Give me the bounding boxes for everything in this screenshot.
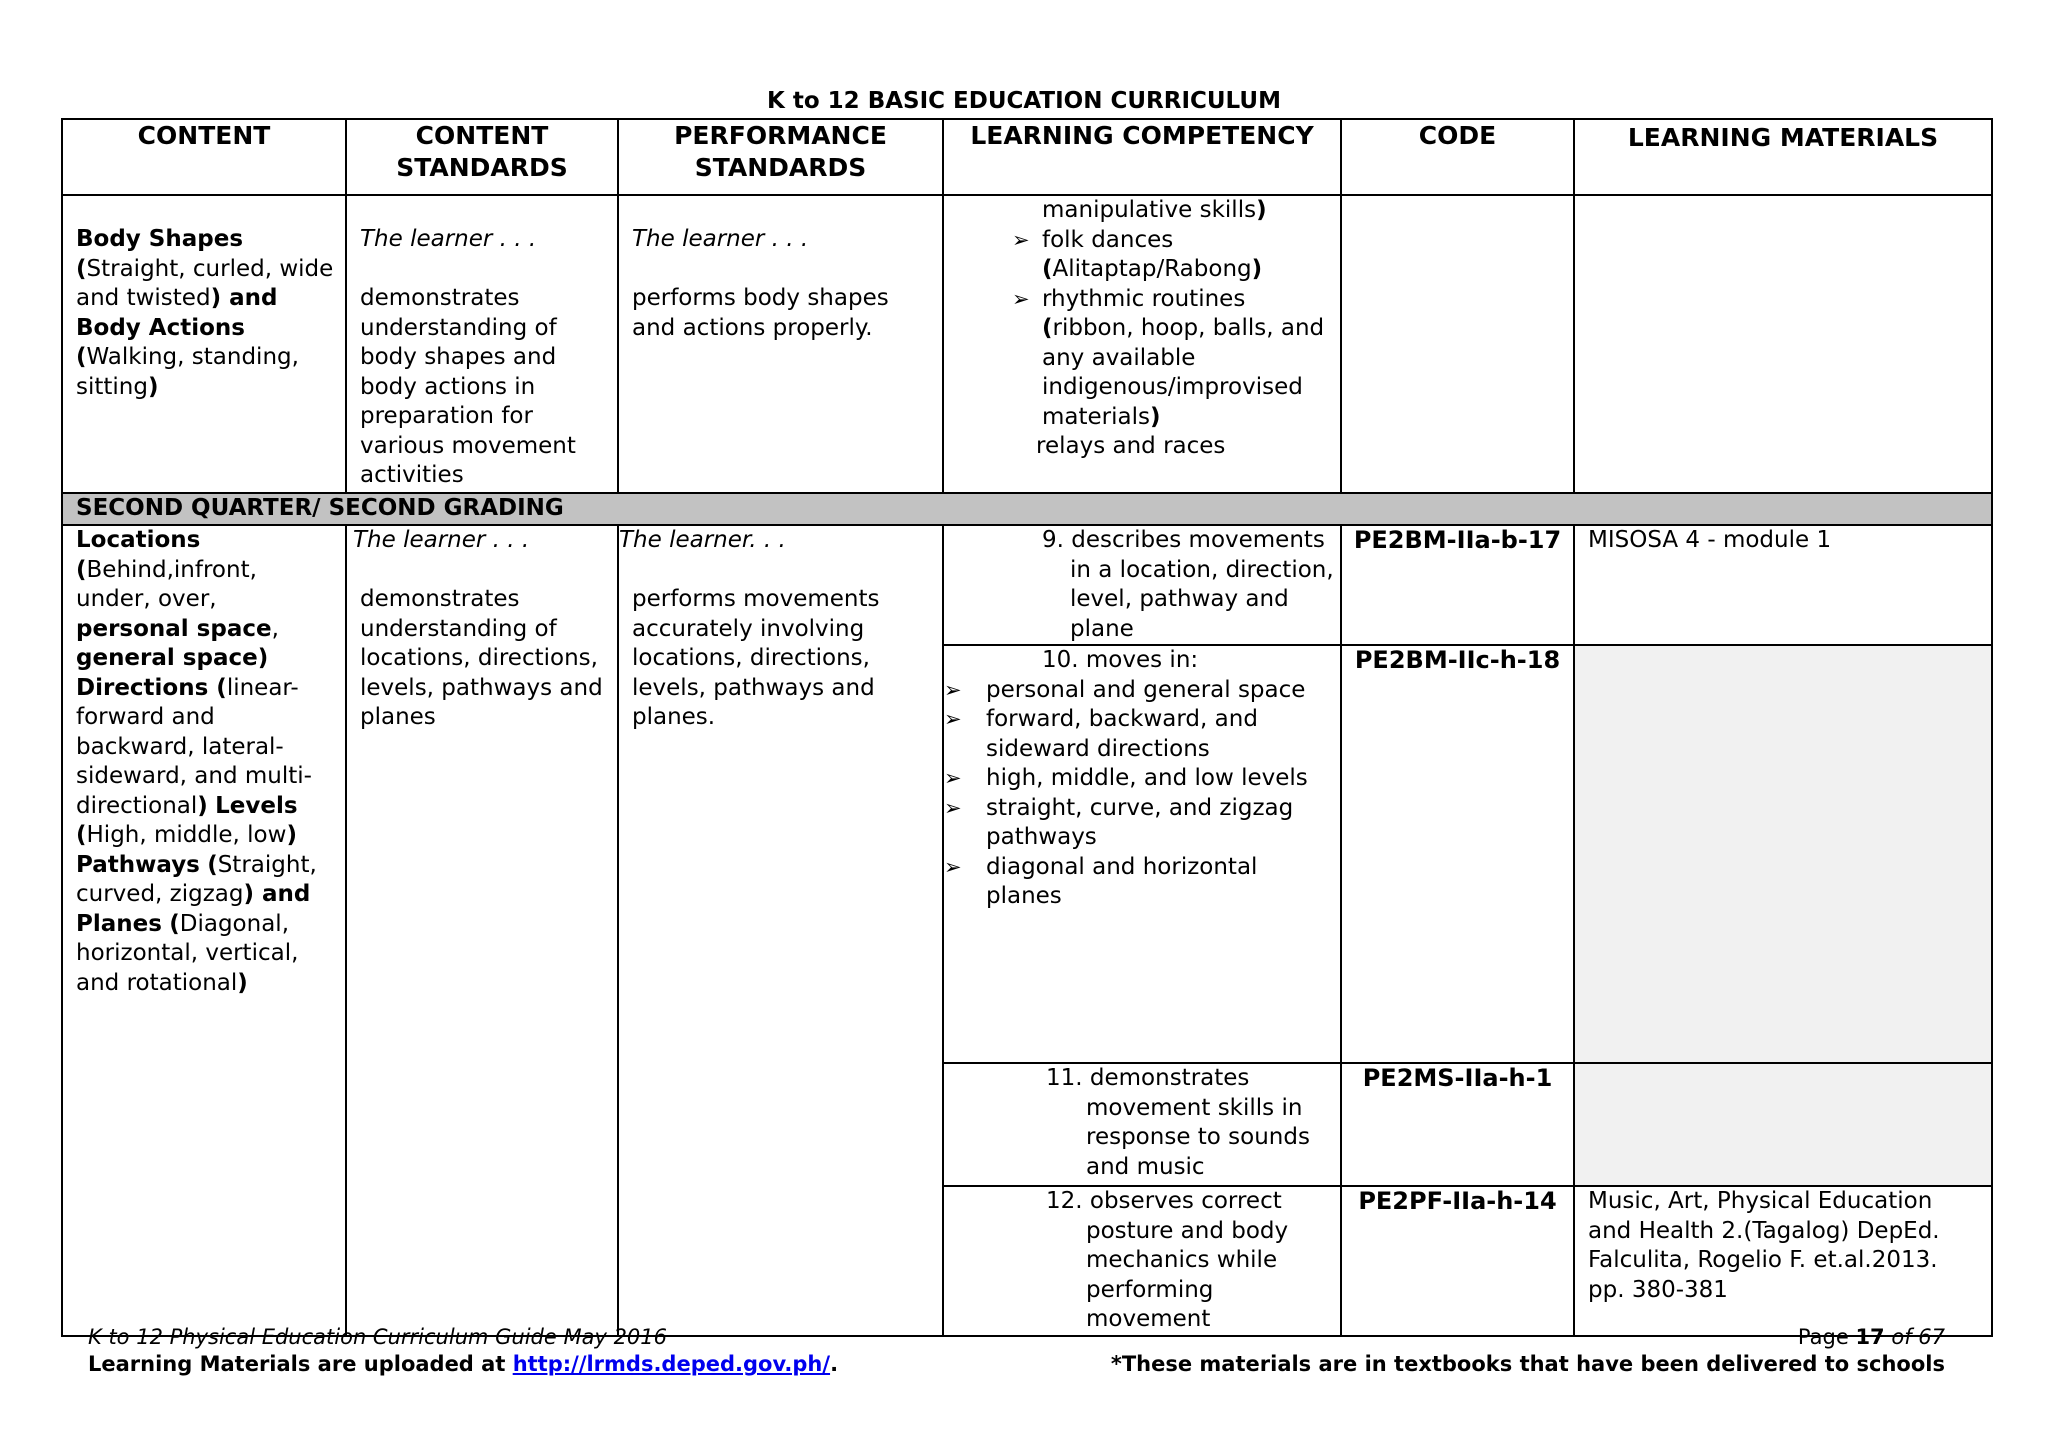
learning-materials-cell [1574, 1063, 1992, 1186]
textbook-note: *These materials are in textbooks that have been delivered to schools [1110, 1352, 1945, 1376]
code-cell [1341, 195, 1574, 493]
learning-competency-cell: 10. moves in: ➢ personal and general space ➢ forward, backward, and sideward directions ➢ high, middle, and low levels ➢ straight, curve, and zigzag pathways ➢ diagonal and horizontal planes [943, 645, 1341, 1063]
list-item: ➢ rhythmic routines (ribbon, hoop, balls, and any available indigenous/improvised materials) [1012, 285, 1325, 430]
list-item: ➢ straight, curve, and zigzag pathways [944, 794, 1294, 850]
performance-standards-cell: The learner . . . performs body shapes and actions properly. [618, 195, 943, 493]
code-cell: PE2PF-IIa-h-14 [1341, 1186, 1574, 1336]
table-row [62, 525, 1992, 645]
header-performance-standards: PERFORMANCE STANDARDS [618, 119, 943, 195]
learning-competency-cell: 9. describes movements in a location, direction, level, pathway and plane [943, 525, 1341, 645]
upload-note: Learning Materials are uploaded at http://lrmds.deped.gov.ph/. [88, 1352, 839, 1376]
table-row [62, 195, 1992, 493]
guide-title: K to 12 Physical Education Curriculum Guide May 2016 [88, 1325, 668, 1349]
lrmds-link[interactable]: http://lrmds.deped.gov.ph/ [512, 1352, 831, 1376]
performance-standards-cell: The learner. . . performs movements accurately involving locations, directions, levels, pathways and planes. [618, 525, 943, 1336]
list-item: ➢ forward, backward, and sideward directions [944, 706, 1258, 762]
learning-materials-cell [1574, 195, 1992, 493]
curriculum-table [61, 118, 1993, 1337]
header-learning-competency: LEARNING COMPETENCY [943, 119, 1341, 195]
learning-materials-cell [1574, 645, 1992, 1063]
header-code: CODE [1341, 119, 1574, 195]
arrow-bullet-icon: ➢ [944, 707, 962, 731]
list-item: ➢ personal and general space [944, 676, 1340, 706]
footer-right [1111, 1324, 1945, 1378]
arrow-bullet-icon: ➢ [944, 854, 962, 879]
code-cell: PE2MS-IIa-h-1 [1341, 1063, 1574, 1186]
arrow-bullet-icon: ➢ [944, 677, 962, 702]
quarter-label: SECOND QUARTER/ SECOND GRADING [62, 493, 1992, 525]
code-cell: PE2BM-IIa-b-17 [1341, 525, 1574, 645]
header-learning-materials: LEARNING MATERIALS [1574, 119, 1992, 195]
content-standards-cell: The learner . . . demonstrates understanding of body shapes and body actions in preparation for various movement activities [346, 195, 618, 493]
learning-competency-cell: 12. observes correct posture and body mechanics while performing movement [943, 1186, 1341, 1336]
learning-materials-cell: MISOSA 4 - module 1 [1574, 525, 1992, 645]
list-item: ➢ diagonal and horizontal planes [944, 853, 1258, 909]
learning-competency-cell: 11. demonstrates movement skills in response to sounds and music [943, 1063, 1341, 1186]
content-cell: Locations (Behind,infront, under, over, personal space, general space) Directions (linear-forward and backward, lateral- sideward, and multi-directional) Levels (High, middle, low) Pathways (Straight, curved, zigzag) and Planes (Diagonal, horizontal, vertical, and rotational) [62, 525, 346, 1336]
content-standards-cell: The learner . . . demonstrates understanding of locations, directions, levels, pathways and planes [346, 525, 618, 1336]
arrow-bullet-icon: ➢ [944, 766, 962, 790]
arrow-bullet-icon: ➢ [1012, 286, 1030, 311]
arrow-bullet-icon: ➢ [944, 795, 962, 820]
header-content-standards: CONTENT STANDARDS [346, 119, 618, 195]
header-row [62, 119, 1992, 195]
content-cell: Body Shapes (Straight, curled, wide and twisted) and Body Actions (Walking, standing, sitting) [62, 195, 346, 493]
learning-materials-cell: Music, Art, Physical Education and Health 2.(Tagalog) DepEd. Falculita, Rogelio F. et.al.2013. pp. 380-381 [1574, 1186, 1992, 1336]
quarter-row [62, 493, 1992, 525]
list-item: ➢ high, middle, and low levels [944, 764, 1340, 794]
footer-left [88, 1324, 838, 1378]
document-title: K to 12 BASIC EDUCATION CURRICULUM [767, 88, 1281, 114]
learning-competency-cell: manipulative skills) ➢ folk dances (Alitaptap/Rabong) ➢ rhythmic routines (ribbon, hoop, balls, and any available indigenous/improvised materials) relays and races [943, 195, 1341, 493]
code-cell: PE2BM-IIc-h-18 [1341, 645, 1574, 1063]
header-content: CONTENT [62, 119, 346, 195]
arrow-bullet-icon: ➢ [1012, 227, 1030, 252]
list-item: ➢ folk dances (Alitaptap/Rabong) [1012, 226, 1263, 282]
page-number: Page 17 of 67 [1797, 1325, 1945, 1349]
